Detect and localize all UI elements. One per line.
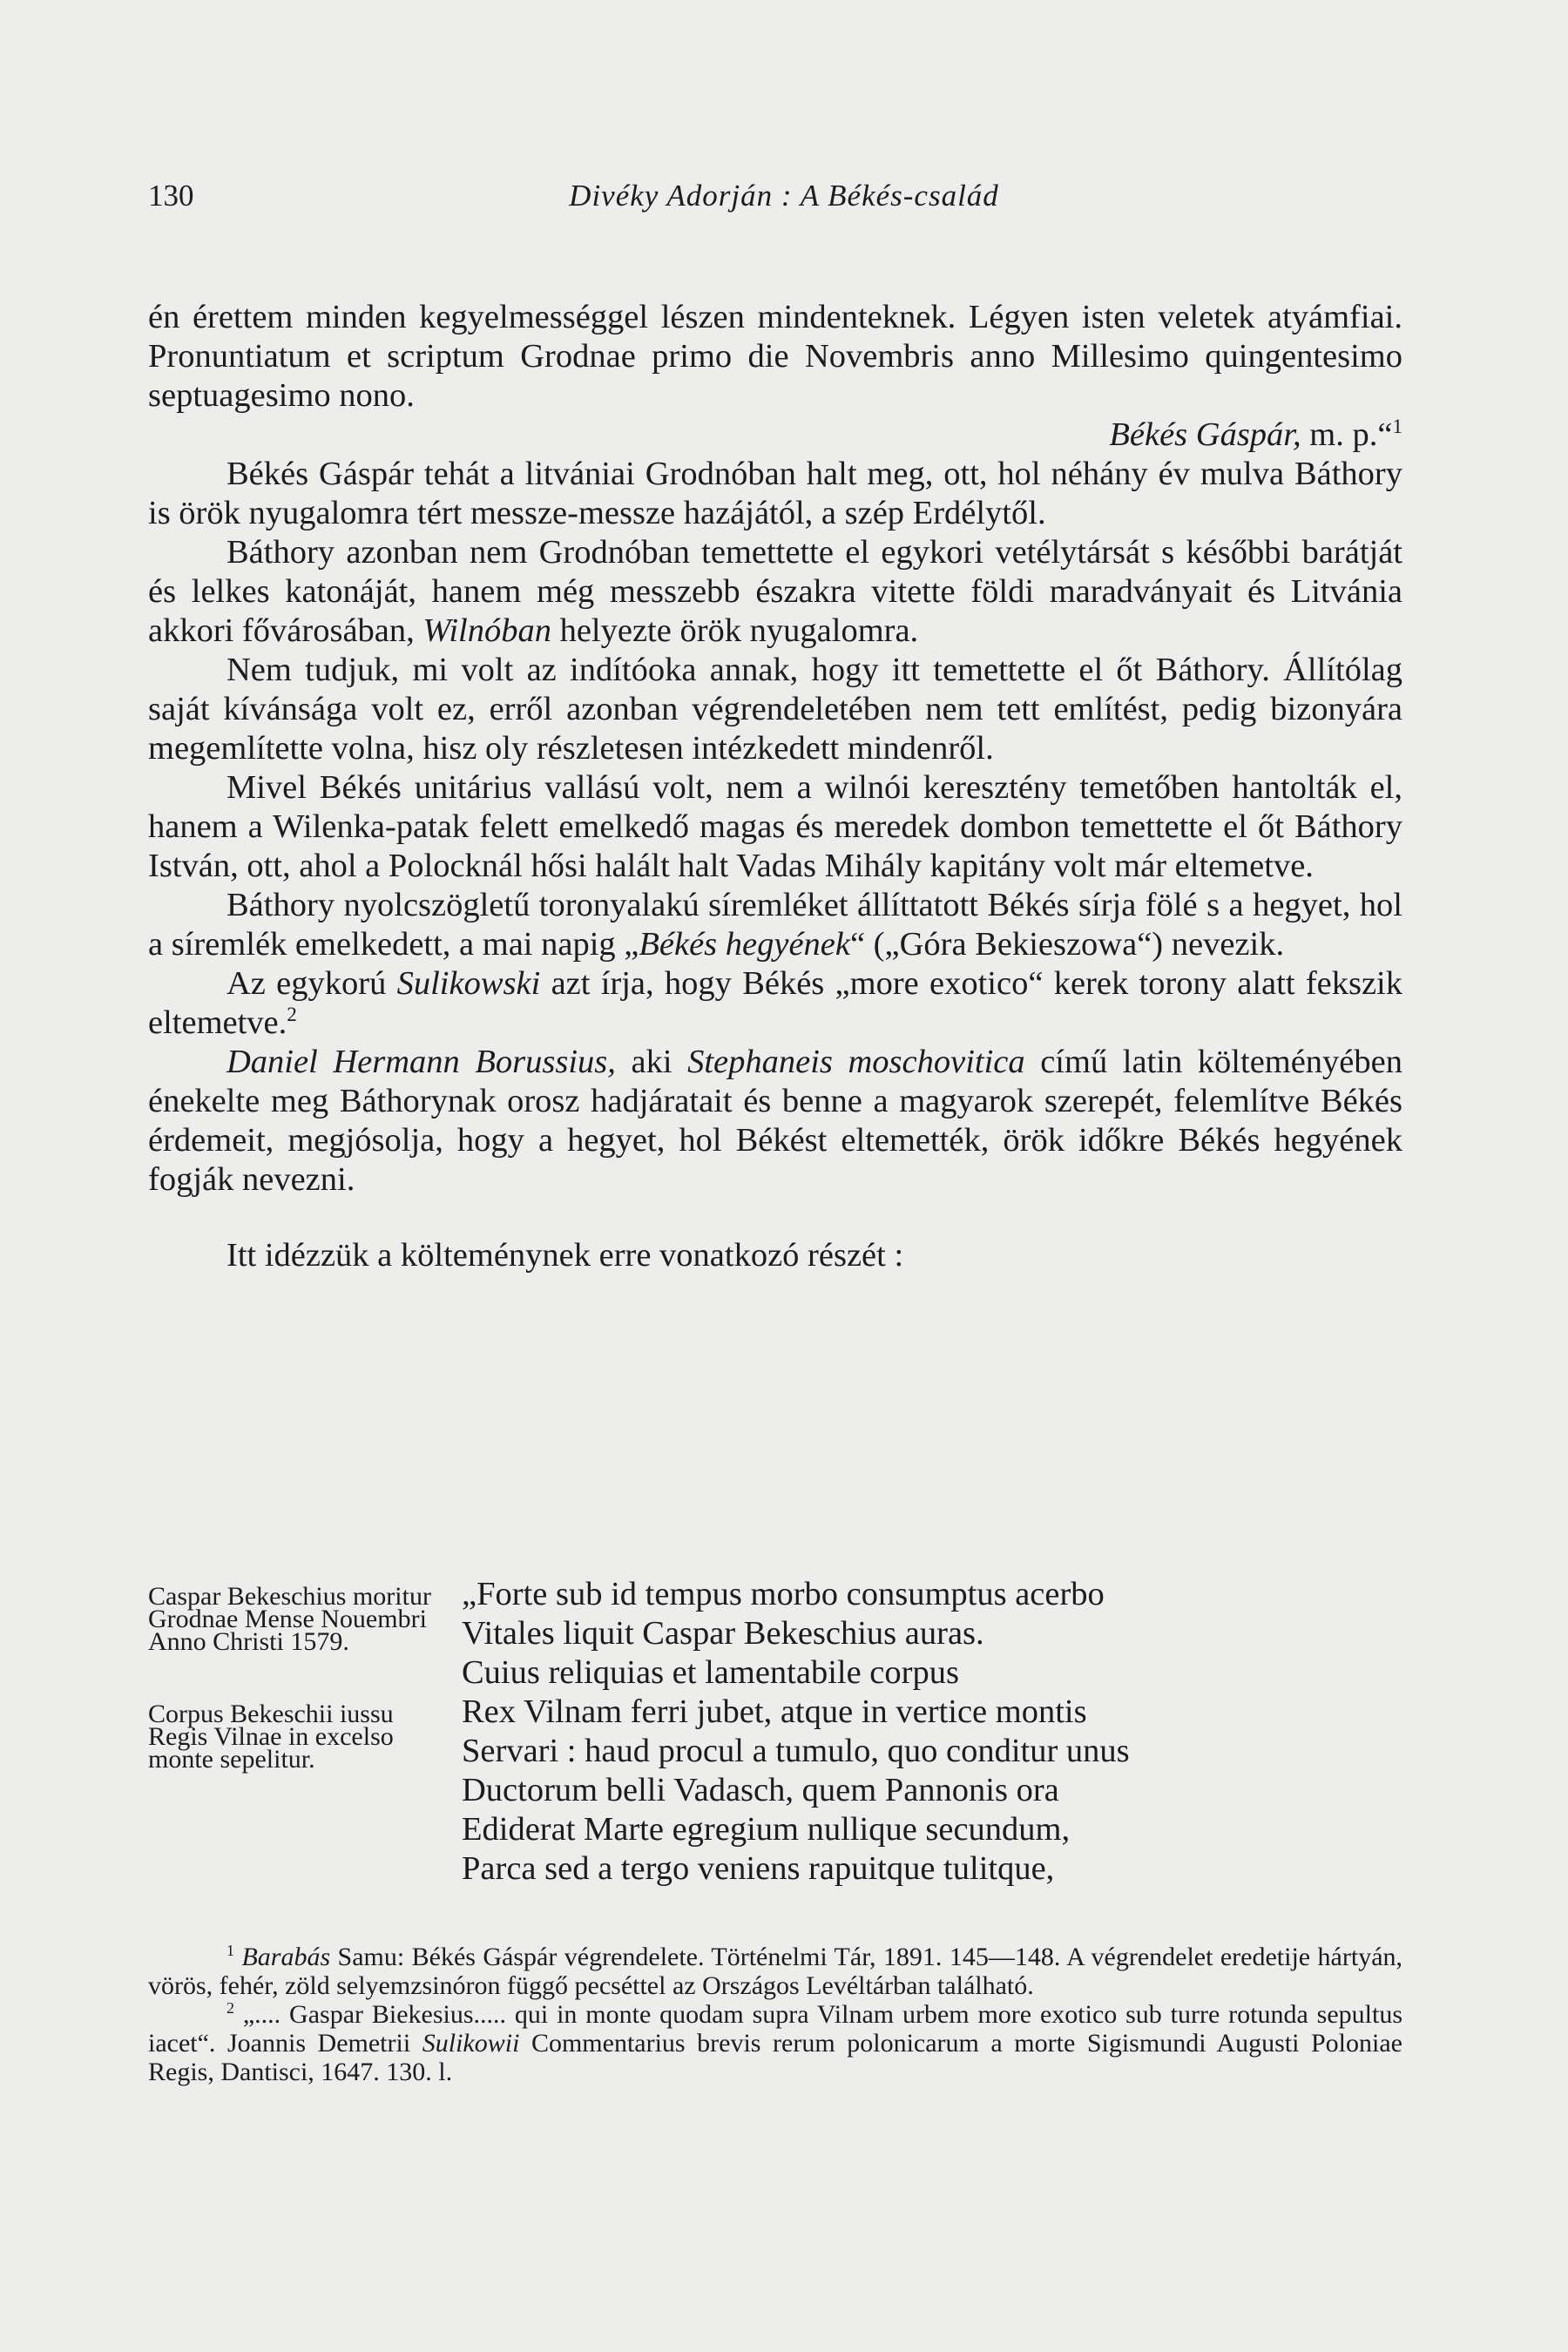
signature-suffix: m. p.“ (1301, 416, 1393, 453)
footnotes (148, 1943, 1402, 2086)
text-span: aki (615, 1044, 688, 1080)
italic-span: Daniel Hermann Borussius, (226, 1044, 616, 1080)
poem-quote (148, 1575, 1402, 1889)
paragraph (148, 964, 1402, 1043)
paragraph: én érettem minden kegyelmességgel lészen mindenteknek. Légyen isten veletek atyámfiai. Pronuntiatum et scriptum Grodnae primo die Novembris anno Millesimo quingentesimo septuagesimo nono. (148, 299, 1402, 414)
verse-line: „Forte sub id tempus morbo consumptus acerbo (462, 1576, 1105, 1612)
italic-span: Stephaneis moschovitica (687, 1044, 1025, 1080)
verse-line: Vitales liquit Caspar Bekeschius auras. (462, 1615, 984, 1652)
paragraph: Békés Gáspár tehát a litvániai Grodnóban halt meg, ott, hol néhány év mulva Báthory is örök nyugalomra tért messze-messze hazájától, a szép Erdélytől. (148, 456, 1402, 531)
paragraph (148, 1043, 1402, 1200)
text-span: Báthory azonban nem Grodnóban temettette el egykori vetélytársát s későbbi barátját és lelkes katonáját, hanem még messzebb északra vitette földi maradványait és Litvánia akkori fővárosában, (148, 534, 1402, 649)
footnote-ref: 2 (287, 1003, 297, 1026)
quote-intro: Itt idézzük a költeménynek erre vonatkozó részét : (226, 1237, 904, 1274)
margin-note: Corpus Bekeschii iussu Regis Vilnae in excelso monte sepelitur. (148, 1700, 394, 1774)
text-span: Commentarius brevis rerum polonicarum a morte Sigismundi Augusti Poloniae Regis, Dantisci, 1647. 130. l. (148, 2029, 1402, 2086)
verse-line: Parca sed a tergo veniens rapuitque tulitque, (462, 1850, 1055, 1887)
italic-span: Sulikowski (396, 965, 541, 1002)
paragraph: Nem tudjuk, mi volt az indítóoka annak, hogy itt temettette el őt Báthory. Állítólag saját kívánsága volt ez, erről azonban végrendeletében nem tett említést, pedig bizonyára megemlítette volna, hisz oly részletesen intézkedett mindenről. (148, 652, 1402, 767)
verse-line: Ediderat Marte egregium nullique secundum, (462, 1811, 1071, 1848)
poem-stanza (148, 1693, 1402, 1889)
text-span: Báthory nyolcszögletű toronyalakú síremléket állíttatott Békés sírja fölé s a hegyet, hol a síremlék emelkedett, a mai napig „ (148, 887, 1402, 963)
text-span: azt írja, hogy Békés „more exotico“ kerek torony alatt fekszik eltemetve. (148, 965, 1402, 1041)
text-span: helyezte örök nyugalomra. (551, 612, 919, 649)
verse-block (462, 1693, 1130, 1889)
margin-note: Caspar Bekeschius moritur Grodnae Mense Nouembri Anno Christi 1579. (148, 1582, 431, 1656)
text-span: című latin költeményében énekelte meg Báthorynak orosz hadjáratait és benne a magyarok szerepét, felemlítve Békés érdemeit, megjósolja, hogy a hegyet, hol Békést eltemették, örök időkre Békés hegyének fogják nevezni. (148, 1044, 1402, 1198)
verse-line: Servari : haud procul a tumulo, quo conditur unus (462, 1733, 1130, 1769)
footnote-number: 2 (226, 1999, 234, 2017)
running-title: Divéky Adorján : A Békés-család (569, 179, 999, 213)
page-header (148, 179, 1420, 222)
main-text (148, 298, 1402, 1275)
footnote-ref: 1 (1392, 415, 1402, 438)
italic-span: Wilnóban (422, 612, 551, 649)
signature-line (148, 416, 1402, 455)
page-number: 130 (148, 179, 194, 213)
footnote (148, 2000, 1402, 2086)
italic-span: Barabás (241, 1943, 331, 1971)
italic-span: Sulikowii (422, 2029, 520, 2058)
verse-block (462, 1575, 1105, 1693)
footnote (148, 1943, 1402, 2000)
text-span: „.... Gaspar Biekesius..... qui in monte quodam supra Vilnam urbem more exotico sub turre rotunda sepultus iacet“. Joannis Demetrii (148, 2000, 1402, 2058)
paragraph (148, 533, 1402, 651)
paragraph: Mivel Békés unitárius vallású volt, nem a wilnói keresztény temetőben hantolták el, hanem a Wilenka-patak felett emelkedő magas és meredek dombon temettette el őt Báthory István, ott, ahol a Polocknál hősi halált halt Vadas Mihály kapitány volt már eltemetve. (148, 769, 1402, 884)
verse-line: Ductorum belli Vadasch, quem Pannonis ora (462, 1772, 1059, 1808)
poem-stanza (148, 1575, 1402, 1693)
text-span: “ („Góra Bekieszowa“) nevezik. (849, 926, 1285, 963)
paragraph (148, 886, 1402, 964)
verse-line: Rex Vilnam ferri jubet, atque in vertice montis (462, 1693, 1087, 1730)
signature-name: Békés Gáspár, (1109, 416, 1301, 453)
text-span: Az egykorú (226, 965, 397, 1002)
footnote-number: 1 (226, 1942, 234, 1960)
verse-line: Cuius reliquias et lamentabile corpus (462, 1654, 959, 1691)
italic-span: Békés hegyének (639, 926, 850, 963)
text-span: Samu: Békés Gáspár végrendelete. Történelmi Tár, 1891. 145—148. A végrendelet eredetije hártyán, vörös, fehér, zöld selyemzsinóron függő pecséttel az Országos Levéltárban található. (148, 1943, 1403, 2000)
